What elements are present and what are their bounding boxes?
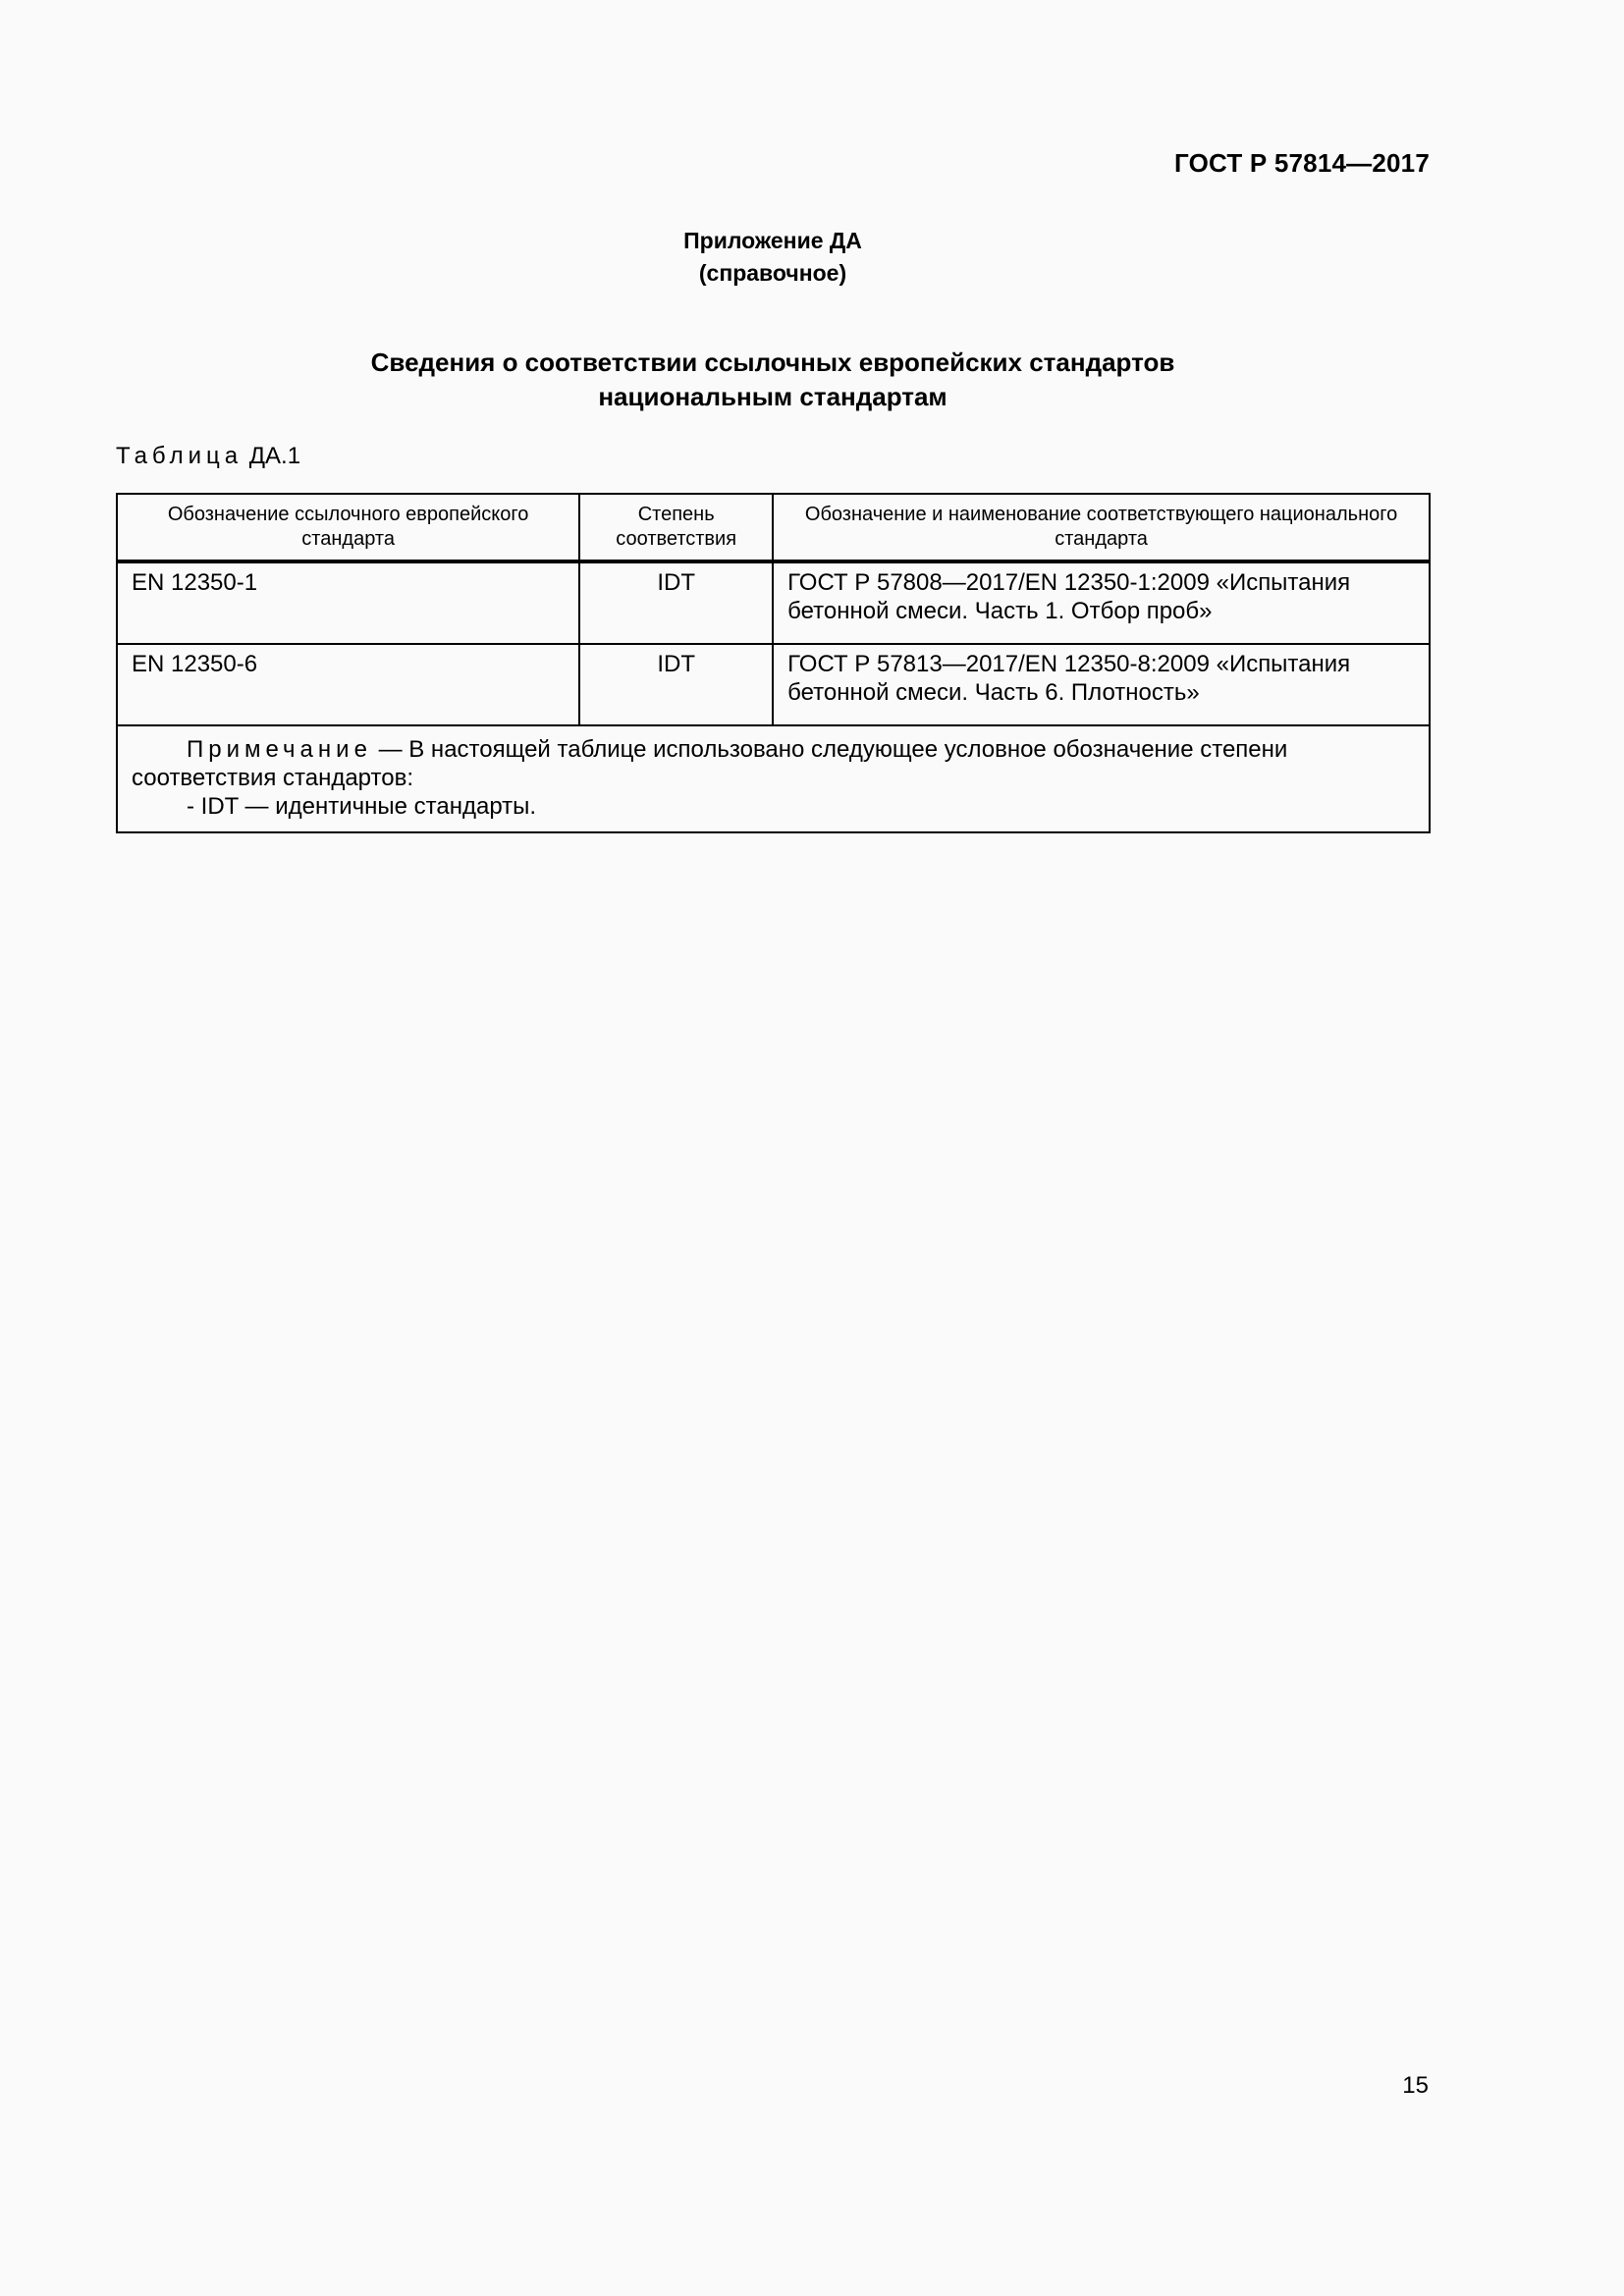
table-caption-label: Таблица	[116, 443, 244, 469]
cell-national-standard: ГОСТ Р 57808—2017/EN 12350-1:2009 «Испытания бетонной смеси. Часть 1. Отбор проб»	[773, 561, 1430, 644]
note-text: — В настоящей таблице использовано следующее условное обозначение степени соответствия стандартов:	[132, 736, 1288, 791]
section-title-line-2: национальным стандартам	[598, 382, 947, 411]
note-item: - IDT — идентичные стандарты.	[187, 793, 537, 820]
appendix-subtitle: (справочное)	[698, 260, 847, 286]
section-title-line-1: Сведения о соответствии ссылочных европейских стандартов	[370, 347, 1175, 377]
cell-degree: IDT	[579, 561, 773, 644]
document-code: ГОСТ Р 57814—2017	[1174, 148, 1430, 178]
cell-national-standard: ГОСТ Р 57813—2017/EN 12350-8:2009 «Испытания бетонной смеси. Часть 6. Плотность»	[773, 644, 1430, 725]
table-note-row	[117, 725, 1430, 832]
table-caption	[116, 443, 300, 470]
note-label: Примечание	[187, 736, 372, 763]
table-row	[117, 561, 1430, 644]
cell-reference-standard: EN 12350-6	[117, 644, 579, 725]
table-header-row	[117, 494, 1430, 561]
correspondence-table	[116, 493, 1431, 833]
column-header-reference-standard: Обозначение ссылочного европейского стандарта	[117, 494, 579, 561]
table-row	[117, 644, 1430, 725]
table-note	[117, 725, 1430, 832]
section-title	[0, 346, 1545, 414]
table-caption-number: ДА.1	[248, 443, 301, 469]
appendix-title: Приложение ДА	[683, 228, 862, 253]
appendix-heading	[0, 225, 1545, 290]
cell-reference-standard: EN 12350-1	[117, 561, 579, 644]
cell-degree: IDT	[579, 644, 773, 725]
column-header-national-standard: Обозначение и наименование соответствующего национального стандарта	[773, 494, 1430, 561]
column-header-degree: Степень соответствия	[579, 494, 773, 561]
page-number: 15	[1402, 2072, 1429, 2099]
